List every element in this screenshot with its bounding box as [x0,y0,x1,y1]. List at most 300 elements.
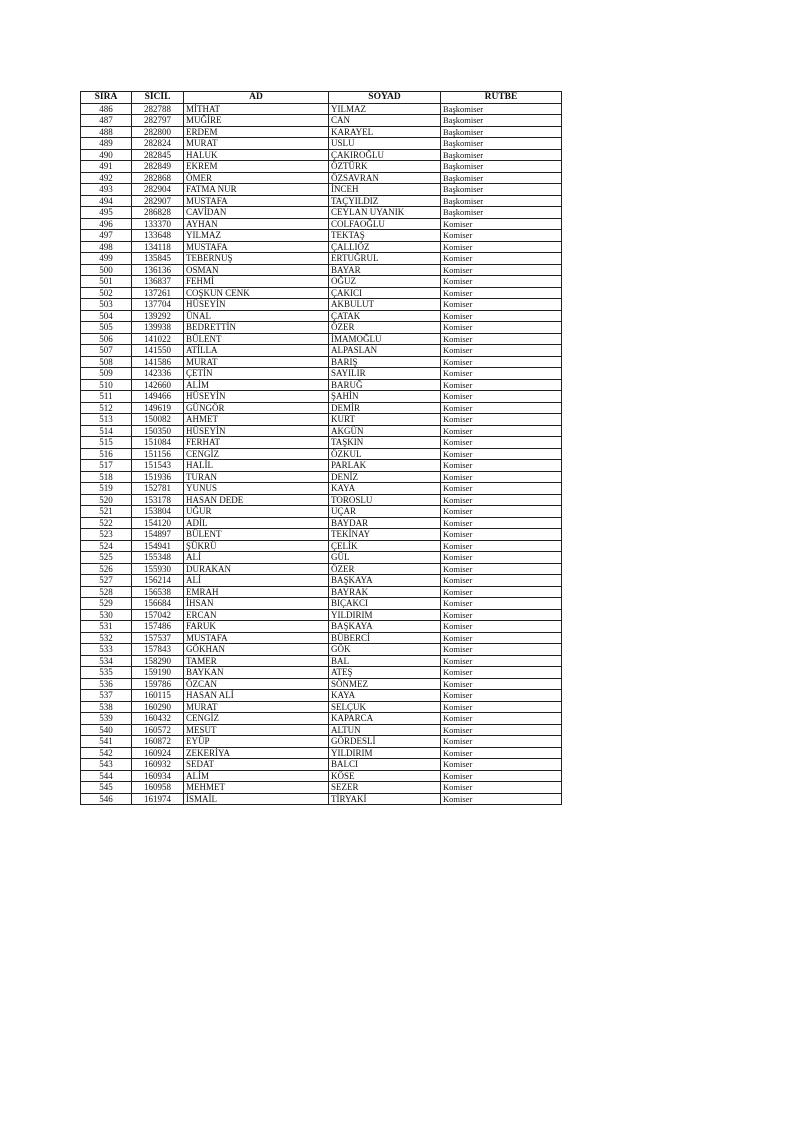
cell-rutbe: Komiser [441,437,562,449]
cell-sicil: 161974 [132,793,184,805]
cell-sicil: 156214 [132,575,184,587]
cell-sicil: 137261 [132,287,184,299]
table-row [81,494,562,506]
cell-soyad: ALPASLAN [329,345,441,357]
cell-ad: HASAN DEDE [184,494,329,506]
cell-rutbe: Başkomiser [441,103,562,115]
header-sicil: SİCİL [132,92,184,104]
cell-soyad: BAYAR [329,264,441,276]
cell-soyad: BÜBERCİ [329,632,441,644]
cell-sira: 506 [81,333,132,345]
cell-ad: ŞÜKRÜ [184,540,329,552]
cell-rutbe: Başkomiser [441,149,562,161]
cell-rutbe: Komiser [441,621,562,633]
cell-sicil: 154120 [132,517,184,529]
cell-sira: 487 [81,115,132,127]
table-row [81,678,562,690]
cell-sira: 501 [81,276,132,288]
cell-soyad: GÜL [329,552,441,564]
cell-sicil: 282907 [132,195,184,207]
cell-rutbe: Komiser [441,218,562,230]
cell-rutbe: Komiser [441,690,562,702]
cell-ad: SEDAT [184,759,329,771]
cell-soyad: ÇAKIROĞLU [329,149,441,161]
table-row [81,264,562,276]
cell-sira: 514 [81,425,132,437]
cell-ad: CENGİZ [184,448,329,460]
table-row [81,713,562,725]
cell-ad: MURAT [184,138,329,150]
cell-rutbe: Komiser [441,276,562,288]
cell-sira: 541 [81,736,132,748]
cell-sicil: 133648 [132,230,184,242]
personnel-table [80,91,562,805]
table-row [81,218,562,230]
table-row [81,563,562,575]
cell-soyad: ÖZER [329,322,441,334]
cell-ad: MUSTAFA [184,632,329,644]
cell-soyad: UÇAR [329,506,441,518]
cell-ad: ÖMER [184,172,329,184]
cell-rutbe: Komiser [441,575,562,587]
cell-rutbe: Komiser [441,563,562,575]
cell-ad: HALUK [184,149,329,161]
cell-sira: 499 [81,253,132,265]
cell-sicil: 282800 [132,126,184,138]
cell-sira: 502 [81,287,132,299]
cell-ad: İHSAN [184,598,329,610]
cell-sira: 536 [81,678,132,690]
cell-rutbe: Komiser [441,609,562,621]
cell-soyad: ÖZER [329,563,441,575]
cell-soyad: TAÇYILDIZ [329,195,441,207]
cell-rutbe: Komiser [441,632,562,644]
cell-rutbe: Komiser [441,736,562,748]
cell-ad: FATMA NUR [184,184,329,196]
cell-sira: 524 [81,540,132,552]
table-row [81,517,562,529]
cell-soyad: GÖRDESLİ [329,736,441,748]
cell-sira: 522 [81,517,132,529]
cell-sicil: 151084 [132,437,184,449]
cell-sicil: 282868 [132,172,184,184]
cell-soyad: TAŞKIN [329,437,441,449]
table-row [81,621,562,633]
cell-sira: 539 [81,713,132,725]
cell-sicil: 282849 [132,161,184,173]
table-row [81,276,562,288]
cell-soyad: BAYDAR [329,517,441,529]
cell-sira: 513 [81,414,132,426]
cell-ad: MUSTAFA [184,241,329,253]
cell-rutbe: Komiser [441,425,562,437]
cell-soyad: TOROSLU [329,494,441,506]
cell-soyad: ÇAKICI [329,287,441,299]
cell-ad: HÜSEYİN [184,391,329,403]
cell-sicil: 160115 [132,690,184,702]
cell-ad: MUĞİRE [184,115,329,127]
cell-ad: CENGİZ [184,713,329,725]
cell-rutbe: Komiser [441,655,562,667]
cell-ad: EKREM [184,161,329,173]
cell-sicil: 159786 [132,678,184,690]
cell-sira: 535 [81,667,132,679]
cell-sira: 531 [81,621,132,633]
cell-sicil: 286828 [132,207,184,219]
cell-ad: FEHMİ [184,276,329,288]
cell-rutbe: Komiser [441,414,562,426]
cell-rutbe: Komiser [441,644,562,656]
cell-sicil: 142336 [132,368,184,380]
cell-ad: ATİLLA [184,345,329,357]
cell-sira: 545 [81,782,132,794]
cell-rutbe: Komiser [441,368,562,380]
cell-ad: ZEKERİYA [184,747,329,759]
cell-sira: 546 [81,793,132,805]
cell-sicil: 152781 [132,483,184,495]
cell-rutbe: Komiser [441,586,562,598]
cell-sira: 488 [81,126,132,138]
cell-sira: 510 [81,379,132,391]
cell-sicil: 154897 [132,529,184,541]
cell-sicil: 149466 [132,391,184,403]
cell-rutbe: Komiser [441,230,562,242]
cell-rutbe: Komiser [441,241,562,253]
cell-sicil: 142660 [132,379,184,391]
cell-soyad: ÖZTÜRK [329,161,441,173]
cell-sicil: 137704 [132,299,184,311]
cell-sira: 486 [81,103,132,115]
table-row [81,414,562,426]
header-ad: AD [184,92,329,104]
table-row [81,782,562,794]
cell-ad: BEDRETTİN [184,322,329,334]
cell-ad: ALİ [184,552,329,564]
cell-ad: BÜLENT [184,333,329,345]
cell-soyad: KAPARCA [329,713,441,725]
cell-sicil: 157843 [132,644,184,656]
cell-ad: FERHAT [184,437,329,449]
table-row [81,690,562,702]
cell-ad: MUSTAFA [184,195,329,207]
cell-sicil: 153178 [132,494,184,506]
cell-ad: FARUK [184,621,329,633]
cell-sicil: 282845 [132,149,184,161]
cell-soyad: BAYRAK [329,586,441,598]
cell-sicil: 135845 [132,253,184,265]
cell-soyad: SAYILIR [329,368,441,380]
cell-ad: YILMAZ [184,230,329,242]
cell-ad: HÜSEYİN [184,425,329,437]
cell-ad: HÜSEYİN [184,299,329,311]
table-row [81,529,562,541]
cell-sira: 527 [81,575,132,587]
cell-soyad: ÇALLIÖZ [329,241,441,253]
table-row [81,724,562,736]
table-row [81,241,562,253]
cell-sicil: 158290 [132,655,184,667]
table-row [81,161,562,173]
cell-ad: EYÜP [184,736,329,748]
cell-sicil: 149619 [132,402,184,414]
cell-sira: 534 [81,655,132,667]
cell-ad: ALİ [184,575,329,587]
cell-rutbe: Komiser [441,322,562,334]
table-body [81,103,562,805]
cell-rutbe: Komiser [441,264,562,276]
cell-rutbe: Başkomiser [441,161,562,173]
table-row [81,655,562,667]
table-row [81,460,562,472]
header-sira: SIRA [81,92,132,104]
cell-sicil: 156538 [132,586,184,598]
table-row [81,506,562,518]
cell-soyad: BARUĞ [329,379,441,391]
cell-rutbe: Başkomiser [441,172,562,184]
cell-sira: 515 [81,437,132,449]
table-row [81,299,562,311]
table-row [81,793,562,805]
cell-sira: 507 [81,345,132,357]
cell-soyad: BAŞKAYA [329,621,441,633]
cell-sicil: 155348 [132,552,184,564]
cell-sicil: 150082 [132,414,184,426]
table-row [81,207,562,219]
cell-rutbe: Komiser [441,540,562,552]
cell-sira: 528 [81,586,132,598]
cell-soyad: TİRYAKİ [329,793,441,805]
table-row [81,747,562,759]
cell-sicil: 151156 [132,448,184,460]
cell-ad: MURAT [184,701,329,713]
cell-sira: 504 [81,310,132,322]
cell-soyad: BARIŞ [329,356,441,368]
cell-sira: 540 [81,724,132,736]
cell-soyad: İNCEH [329,184,441,196]
cell-rutbe: Komiser [441,517,562,529]
cell-soyad: ÇATAK [329,310,441,322]
table-row [81,310,562,322]
cell-sira: 519 [81,483,132,495]
table-row [81,425,562,437]
cell-rutbe: Komiser [441,356,562,368]
cell-sicil: 282797 [132,115,184,127]
cell-sicil: 136136 [132,264,184,276]
cell-soyad: ÖZSAVRAN [329,172,441,184]
table-row [81,701,562,713]
cell-rutbe: Komiser [441,310,562,322]
cell-rutbe: Komiser [441,713,562,725]
cell-sira: 542 [81,747,132,759]
cell-rutbe: Komiser [441,770,562,782]
cell-ad: COŞKUN CENK [184,287,329,299]
cell-sicil: 157537 [132,632,184,644]
cell-sicil: 157486 [132,621,184,633]
table-row [81,345,562,357]
cell-ad: EMRAH [184,586,329,598]
cell-rutbe: Komiser [441,782,562,794]
cell-sira: 495 [81,207,132,219]
cell-sira: 491 [81,161,132,173]
cell-rutbe: Komiser [441,448,562,460]
cell-sira: 503 [81,299,132,311]
cell-ad: ERDEM [184,126,329,138]
cell-sicil: 160934 [132,770,184,782]
table-row [81,632,562,644]
cell-sira: 537 [81,690,132,702]
cell-ad: BÜLENT [184,529,329,541]
cell-sicil: 141586 [132,356,184,368]
table-row [81,230,562,242]
cell-ad: ALİM [184,379,329,391]
table-row [81,540,562,552]
cell-sicil: 159190 [132,667,184,679]
cell-sira: 490 [81,149,132,161]
cell-rutbe: Komiser [441,724,562,736]
cell-sira: 497 [81,230,132,242]
table-row [81,138,562,150]
cell-sira: 494 [81,195,132,207]
cell-soyad: KAYA [329,690,441,702]
cell-soyad: KURT [329,414,441,426]
table-row [81,115,562,127]
cell-sira: 509 [81,368,132,380]
cell-sicil: 160572 [132,724,184,736]
cell-rutbe: Komiser [441,667,562,679]
cell-rutbe: Komiser [441,759,562,771]
cell-sira: 511 [81,391,132,403]
cell-ad: HALİL [184,460,329,472]
table-row [81,391,562,403]
cell-ad: BAYKAN [184,667,329,679]
cell-sicil: 141022 [132,333,184,345]
cell-soyad: DEMİR [329,402,441,414]
cell-rutbe: Komiser [441,345,562,357]
cell-soyad: DENİZ [329,471,441,483]
cell-sicil: 133370 [132,218,184,230]
table-row [81,575,562,587]
cell-sira: 532 [81,632,132,644]
cell-sicil: 141550 [132,345,184,357]
table-row [81,333,562,345]
cell-sira: 517 [81,460,132,472]
cell-rutbe: Komiser [441,471,562,483]
cell-rutbe: Başkomiser [441,184,562,196]
header-row [81,92,562,104]
cell-soyad: BAL [329,655,441,667]
cell-sicil: 156684 [132,598,184,610]
cell-sira: 544 [81,770,132,782]
cell-soyad: YILMAZ [329,103,441,115]
cell-sira: 516 [81,448,132,460]
cell-ad: MİTHAT [184,103,329,115]
cell-soyad: SEZER [329,782,441,794]
cell-soyad: BAŞKAYA [329,575,441,587]
cell-ad: DURAKAN [184,563,329,575]
header-soyad: SOYAD [329,92,441,104]
cell-ad: ADİL [184,517,329,529]
table-row [81,598,562,610]
cell-rutbe: Başkomiser [441,207,562,219]
cell-sicil: 160958 [132,782,184,794]
cell-ad: HASAN ALİ [184,690,329,702]
cell-sicil: 160924 [132,747,184,759]
cell-rutbe: Başkomiser [441,115,562,127]
cell-ad: GÜNGÖR [184,402,329,414]
table-row [81,448,562,460]
cell-sicil: 154941 [132,540,184,552]
cell-sira: 543 [81,759,132,771]
cell-sicil: 151543 [132,460,184,472]
table-row [81,103,562,115]
cell-ad: YUNUS [184,483,329,495]
table-row [81,586,562,598]
cell-soyad: CEYLAN UYANIK [329,207,441,219]
cell-soyad: AKBULUT [329,299,441,311]
table-row [81,483,562,495]
cell-sira: 508 [81,356,132,368]
cell-soyad: USLU [329,138,441,150]
cell-sira: 530 [81,609,132,621]
cell-sicil: 160872 [132,736,184,748]
cell-rutbe: Komiser [441,483,562,495]
table-row [81,437,562,449]
cell-rutbe: Başkomiser [441,195,562,207]
cell-ad: CAVİDAN [184,207,329,219]
cell-sira: 493 [81,184,132,196]
cell-soyad: KÖSE [329,770,441,782]
cell-sicil: 160290 [132,701,184,713]
cell-sicil: 136837 [132,276,184,288]
table-row [81,368,562,380]
cell-ad: İSMAİL [184,793,329,805]
cell-ad: OSMAN [184,264,329,276]
cell-rutbe: Komiser [441,529,562,541]
cell-ad: ALİM [184,770,329,782]
cell-sira: 533 [81,644,132,656]
cell-sira: 505 [81,322,132,334]
cell-ad: AHMET [184,414,329,426]
cell-rutbe: Komiser [441,391,562,403]
cell-soyad: CAN [329,115,441,127]
cell-soyad: ÖZKUL [329,448,441,460]
table-row [81,471,562,483]
cell-soyad: OĞUZ [329,276,441,288]
cell-rutbe: Komiser [441,678,562,690]
cell-sira: 520 [81,494,132,506]
cell-ad: TEBERNUŞ [184,253,329,265]
cell-sicil: 151936 [132,471,184,483]
cell-soyad: SÖNMEZ [329,678,441,690]
cell-sicil: 160432 [132,713,184,725]
table-row [81,379,562,391]
cell-soyad: KAYA [329,483,441,495]
cell-sicil: 153804 [132,506,184,518]
cell-sira: 512 [81,402,132,414]
cell-sira: 518 [81,471,132,483]
table-header [81,92,562,104]
table-row [81,126,562,138]
table-row [81,322,562,334]
cell-sira: 523 [81,529,132,541]
cell-soyad: TEKİNAY [329,529,441,541]
cell-sira: 529 [81,598,132,610]
cell-ad: ÜNAL [184,310,329,322]
cell-soyad: TEKTAŞ [329,230,441,242]
cell-ad: GÖKHAN [184,644,329,656]
cell-sicil: 139938 [132,322,184,334]
cell-sira: 496 [81,218,132,230]
